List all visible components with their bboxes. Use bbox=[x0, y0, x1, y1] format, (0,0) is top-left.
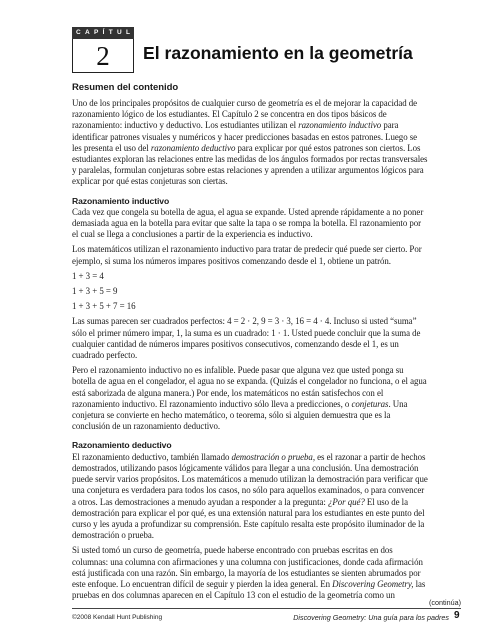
inductive-paragraph-1: Cada vez que congela su botella de agua, el agua se expande. Usted aprende rápidamente a no poner demasiada agua en la botella para evitar que salte la tapa o se rompa la botella. El razonamiento por el cual se llega a conclusiones a partir de la experiencia es inductivo. bbox=[72, 206, 424, 240]
page-number: 9 bbox=[454, 610, 460, 621]
chapter-title: El razonamiento en la geometría bbox=[143, 43, 413, 63]
deductive-paragraph-1: El razonamiento deductivo, también llamado demostración o prueba, es el razonar a partir de hechos demostrados, utilizando pasos lógicamente válidos para llegar a una conclusión. Una demostración puede servir varios propósitos. Los matemáticos a menudo utilizan la demostración para verificar que una conjetura es verdadera para todos los casos, no sólo para aquellos examinados, o para convencer a otros. Las demostraciones a menudo ayudan a responder a la pregunta: ¿Por qué? El uso de la demostración para explicar el por qué, es una extensión natural para los estudiantes en este punto del curso y les ayuda a profundizar su comprensión. Este capítulo resalta este propósito iluminador de la demostración o prueba. bbox=[72, 451, 428, 541]
equation-2: 1 + 3 + 5 = 9 bbox=[72, 286, 118, 297]
equation-3: 1 + 3 + 5 + 7 = 16 bbox=[72, 301, 136, 312]
copyright-text: ©2008 Kendall Hunt Publishing bbox=[72, 614, 163, 621]
footer-divider bbox=[72, 608, 461, 609]
footer-book-title: Discovering Geometry: Una guía para los padres bbox=[293, 613, 449, 622]
chapter-number: 2 bbox=[96, 41, 110, 71]
inductive-paragraph-3: Las sumas parecen ser cuadrados perfectos: 4 = 2 · 2, 9 = 3 · 3, 16 = 4 · 4. Incluso si usted “suma” sólo el primer número impar, 1, la suma es un cuadrado: 1 · 1. Usted puede concluir que la suma de cualquier cantidad de números impares positivos consecutivos, comenzando desde el 1, es un cuadrado perfecto. bbox=[72, 316, 421, 361]
inductive-paragraph-2: Los matemáticos utilizan el razonamiento inductivo para tratar de predecir qué puede ser cierto. Por ejemplo, si suma los números impares positivos comenzando desde el 1, obtiene un patrón. bbox=[72, 244, 422, 266]
inductive-paragraph-4: Pero el razonamiento inductivo no es infalible. Puede pasar que alguna vez que usted ponga su botella de agua en el congelador, el agua no se expanda. (Quizás el congelador no funciona, o el agua está saborizada de alguna manera.) Por ende, los matemáticos no están satisfechos con el razonamiento inductivo. El razonamiento inductivo sólo lleva a predicciones, o conjeturas. Una conjetura se convierte en hecho matemático, o teorema, sólo si alguien demuestra que es la conclusión de un razonamiento deductivo. bbox=[72, 365, 427, 432]
deductive-heading: Razonamiento deductivo bbox=[72, 440, 172, 451]
continued-note: (continúa) bbox=[429, 598, 461, 607]
summary-paragraph: Uno de los principales propósitos de cualquier curso de geometría es el de mejorar la capacidad de razonamiento lógico de los estudiantes. El Capítulo 2 se concentra en dos tipos básicos de razonamiento: inductivo y deductivo. Los estudiantes utilizan el razonamiento inductivo para identificar patrones visuales y numéricos y hacer predicciones basadas en estos patrones. Luego se les presenta el uso del razonamiento deductivo para explicar por qué estos patrones son ciertos. Los estudiantes exploran las relaciones entre las medidas de los ángulos formados por rectas transversales y paralelas, formulan conjeturas sobre estas relaciones y aprenden a utilizar argumentos lógicos para explicar por qué estas conjeturas son ciertas. bbox=[72, 98, 428, 187]
equation-1: 1 + 3 = 4 bbox=[72, 270, 104, 281]
chapter-tab-label: CAPÍTULO bbox=[72, 27, 134, 39]
inductive-heading: Razonamiento inductivo bbox=[72, 195, 170, 206]
deductive-paragraph-2: Si usted tomó un curso de geometría, puede haberse encontrado con pruebas escritas en dos columnas: una columna con afirmaciones y una columna con justificaciones, donde cada afirmación está justificada con una razón. Sin embargo, la mayoría de los estudiantes se sienten abrumados por este enfoque. Lo encuentran difícil de seguir y pierden la idea general. En Discovering Geometry, las pruebas en dos columnas aparecen en el Capítulo 13 con el estudio de la geometría como un bbox=[72, 545, 426, 601]
summary-heading: Resumen del contenido bbox=[72, 82, 179, 93]
main-content bbox=[72, 82, 428, 605]
